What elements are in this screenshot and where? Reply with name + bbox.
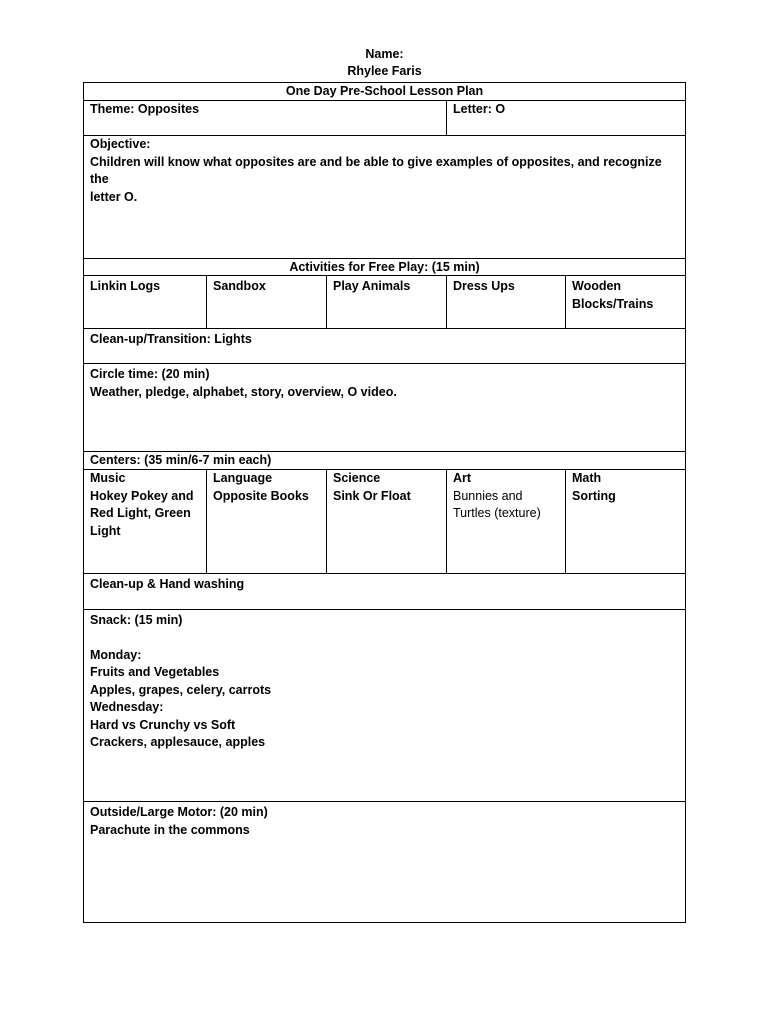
student-name: Rhylee Faris bbox=[347, 64, 422, 78]
center-science: Science Sink Or Float bbox=[326, 470, 446, 573]
outside-cell bbox=[84, 802, 685, 922]
objective-row bbox=[84, 136, 685, 259]
centers-row bbox=[84, 470, 685, 574]
centers-header: Centers: (35 min/6-7 min each) bbox=[90, 453, 272, 467]
lesson-plan-table bbox=[83, 82, 686, 923]
snack-monday-label: Monday: bbox=[90, 647, 142, 662]
title-row bbox=[84, 83, 685, 101]
free-play-item: Dress Ups bbox=[446, 276, 565, 328]
theme-cell: Theme: Opposites bbox=[90, 102, 200, 116]
objective-line-1: Children will know what opposites are and be able to give examples of opposites, and recognize the bbox=[90, 154, 662, 186]
center-language: Language Opposite Books bbox=[206, 470, 326, 573]
free-play-header: Activities for Free Play: (15 min) bbox=[289, 260, 480, 274]
circle-time-cell bbox=[84, 364, 685, 451]
letter-cell: Letter: O bbox=[446, 101, 685, 135]
circle-time-label: Circle time: (20 min) bbox=[90, 367, 210, 381]
snack-wednesday-label: Wednesday: bbox=[90, 700, 164, 714]
snack-label: Snack: (15 min) bbox=[90, 613, 183, 627]
snack-row bbox=[84, 610, 685, 802]
outside-text: Parachute in the commons bbox=[90, 822, 250, 837]
theme-row bbox=[84, 101, 685, 136]
objective-label: Objective: bbox=[90, 137, 151, 151]
snack-cell bbox=[84, 610, 685, 801]
snack-monday-theme: Fruits and Vegetables bbox=[90, 665, 220, 679]
snack-wednesday-theme: Hard vs Crunchy vs Soft bbox=[90, 717, 236, 732]
free-play-row bbox=[84, 276, 685, 329]
cleanup-transition: Clean-up/Transition: Lights bbox=[90, 332, 252, 346]
cleanup-handwashing-row bbox=[84, 574, 685, 610]
cleanup-handwashing: Clean-up & Hand washing bbox=[90, 577, 245, 591]
free-play-item: Play Animals bbox=[326, 276, 446, 328]
snack-monday-items: Apples, grapes, celery, carrots bbox=[90, 682, 272, 697]
free-play-item: Linkin Logs bbox=[90, 279, 161, 293]
circle-time-row bbox=[84, 364, 685, 452]
free-play-item: Wooden Blocks/Trains bbox=[565, 276, 685, 328]
snack-wednesday-items: Crackers, applesauce, apples bbox=[90, 735, 266, 749]
name-label: Name: bbox=[365, 47, 404, 61]
outside-label: Outside/Large Motor: (20 min) bbox=[90, 805, 268, 819]
objective-line-2: letter O. bbox=[90, 189, 138, 204]
center-music: Music Hokey Pokey and Red Light, Green Light bbox=[90, 471, 194, 538]
centers-header-row bbox=[84, 452, 685, 470]
outside-row bbox=[84, 802, 685, 922]
objective-cell bbox=[84, 136, 685, 258]
center-math: Math Sorting bbox=[565, 470, 685, 573]
plan-title: One Day Pre-School Lesson Plan bbox=[285, 84, 484, 98]
center-art: Art Bunnies and Turtles (texture) bbox=[446, 470, 565, 573]
free-play-header-row bbox=[84, 259, 685, 276]
free-play-item: Sandbox bbox=[206, 276, 326, 328]
cleanup-transition-row bbox=[84, 329, 685, 364]
circle-time-text: Weather, pledge, alphabet, story, overview, O video. bbox=[90, 384, 397, 399]
